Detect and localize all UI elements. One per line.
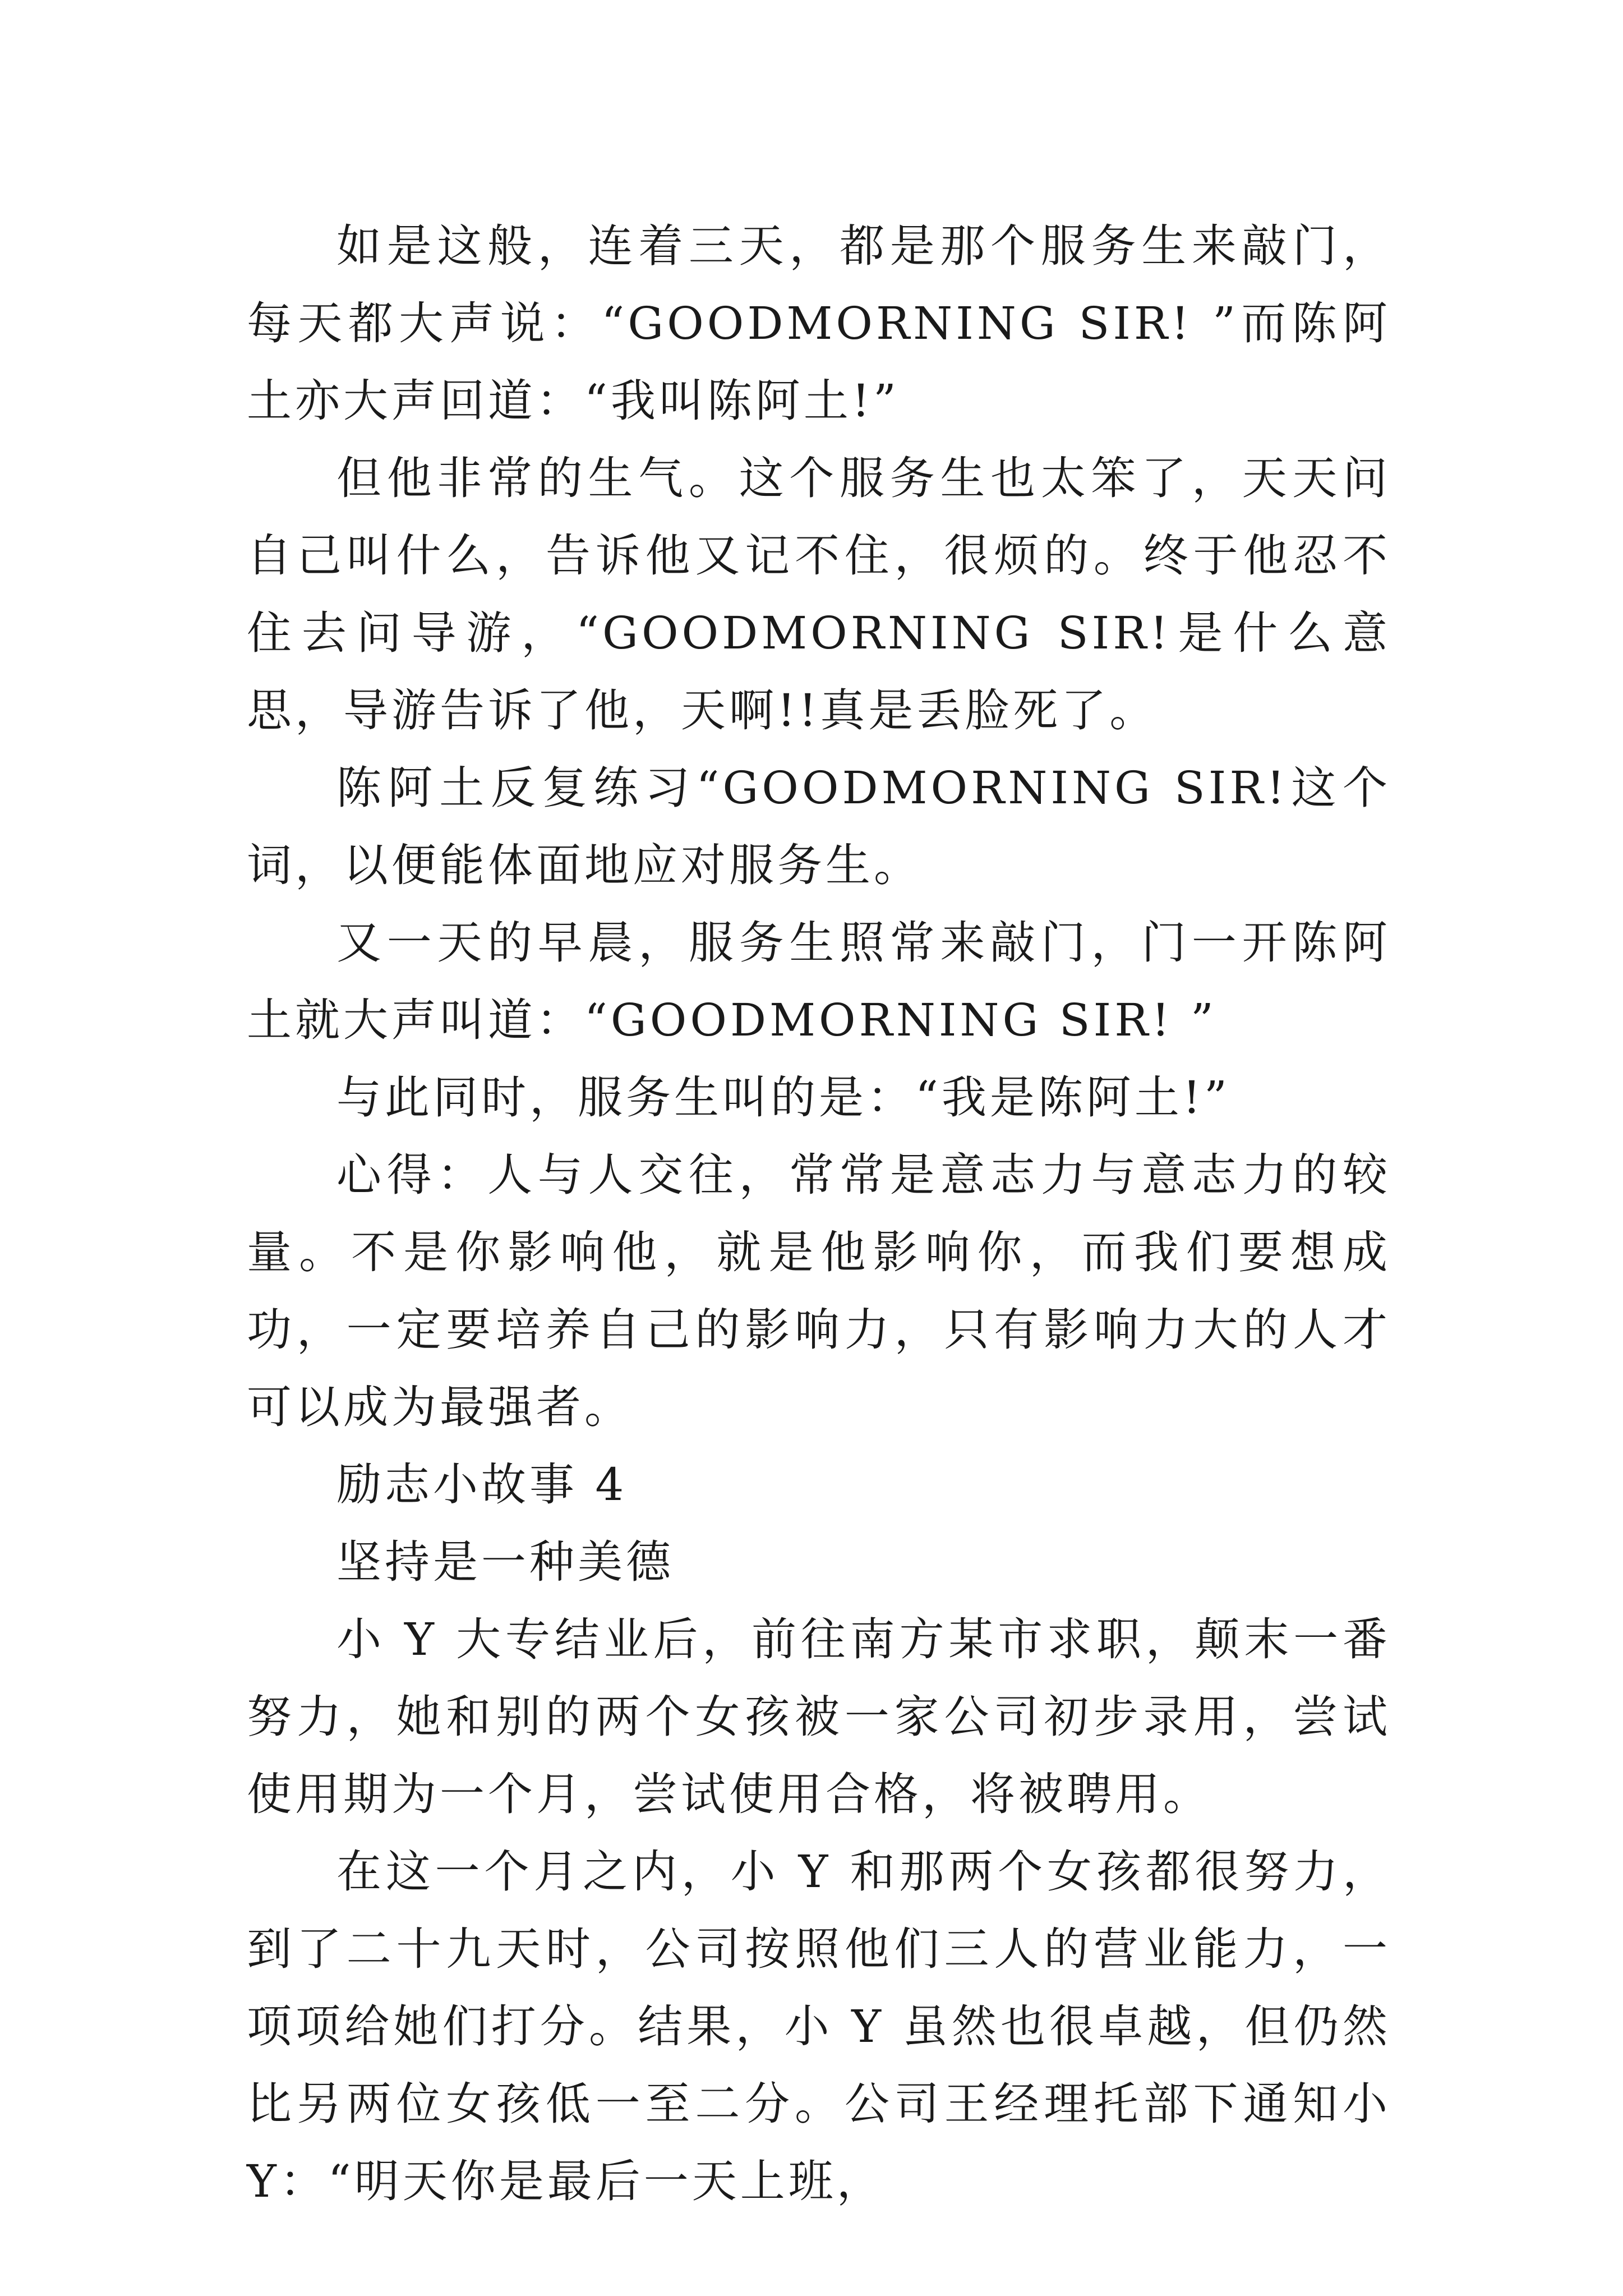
paragraph: 但他非常的生气。这个服务生也太笨了，天天问自己叫什么，告诉他又记不住，很烦的。终于他忍不住去问导游，“GOODMORNING SIR!是什么意思，导游告诉了他，天啊!!真是丢脸死了。 [247, 452, 1391, 737]
paragraph: 心得：人与人交往，常常是意志力与意志力的较量。不是你影响他，就是他影响你，而我们要想成功，一定要培养自己的影响力，只有影响力大的人才可以成为最强者。 [247, 1149, 1391, 1433]
paragraph: 小 Y 大专结业后，前往南方某市求职，颠末一番努力，她和别的两个女孩被一家公司初步录用，尝试使用期为一个月，尝试使用合格，将被聘用。 [247, 1613, 1391, 1820]
story-title: 坚持是一种美德 [336, 1536, 674, 1588]
document-page [247, 208, 1391, 2220]
paragraph: 陈阿土反复练习“GOODMORNING SIR!这个词，以便能体面地应对服务生。 [247, 762, 1391, 891]
paragraph: 与此同时，服务生叫的是：“我是陈阿土!” [336, 1071, 1230, 1124]
paragraph: 如是这般，连着三天，都是那个服务生来敲门，每天都大声说：“GOODMORNING SIR! ”而陈阿土亦大声回道：“我叫陈阿土!” [247, 220, 1391, 427]
section-heading: 励志小故事 4 [336, 1458, 628, 1511]
paragraph: 在这一个月之内，小 Y 和那两个女孩都很努力，到了二十九天时，公司按照他们三人的营业能力，一项项给她们打分。结果，小 Y 虽然也很卓越，但仍然比另两位女孩低一至二分。公司王经理托部下通知小 Y：“明天你是最后一天上班， [247, 1846, 1391, 2207]
paragraph: 又一天的早晨，服务生照常来敲门，门一开陈阿土就大声叫道：“GOODMORNING SIR! ” [247, 917, 1391, 1046]
